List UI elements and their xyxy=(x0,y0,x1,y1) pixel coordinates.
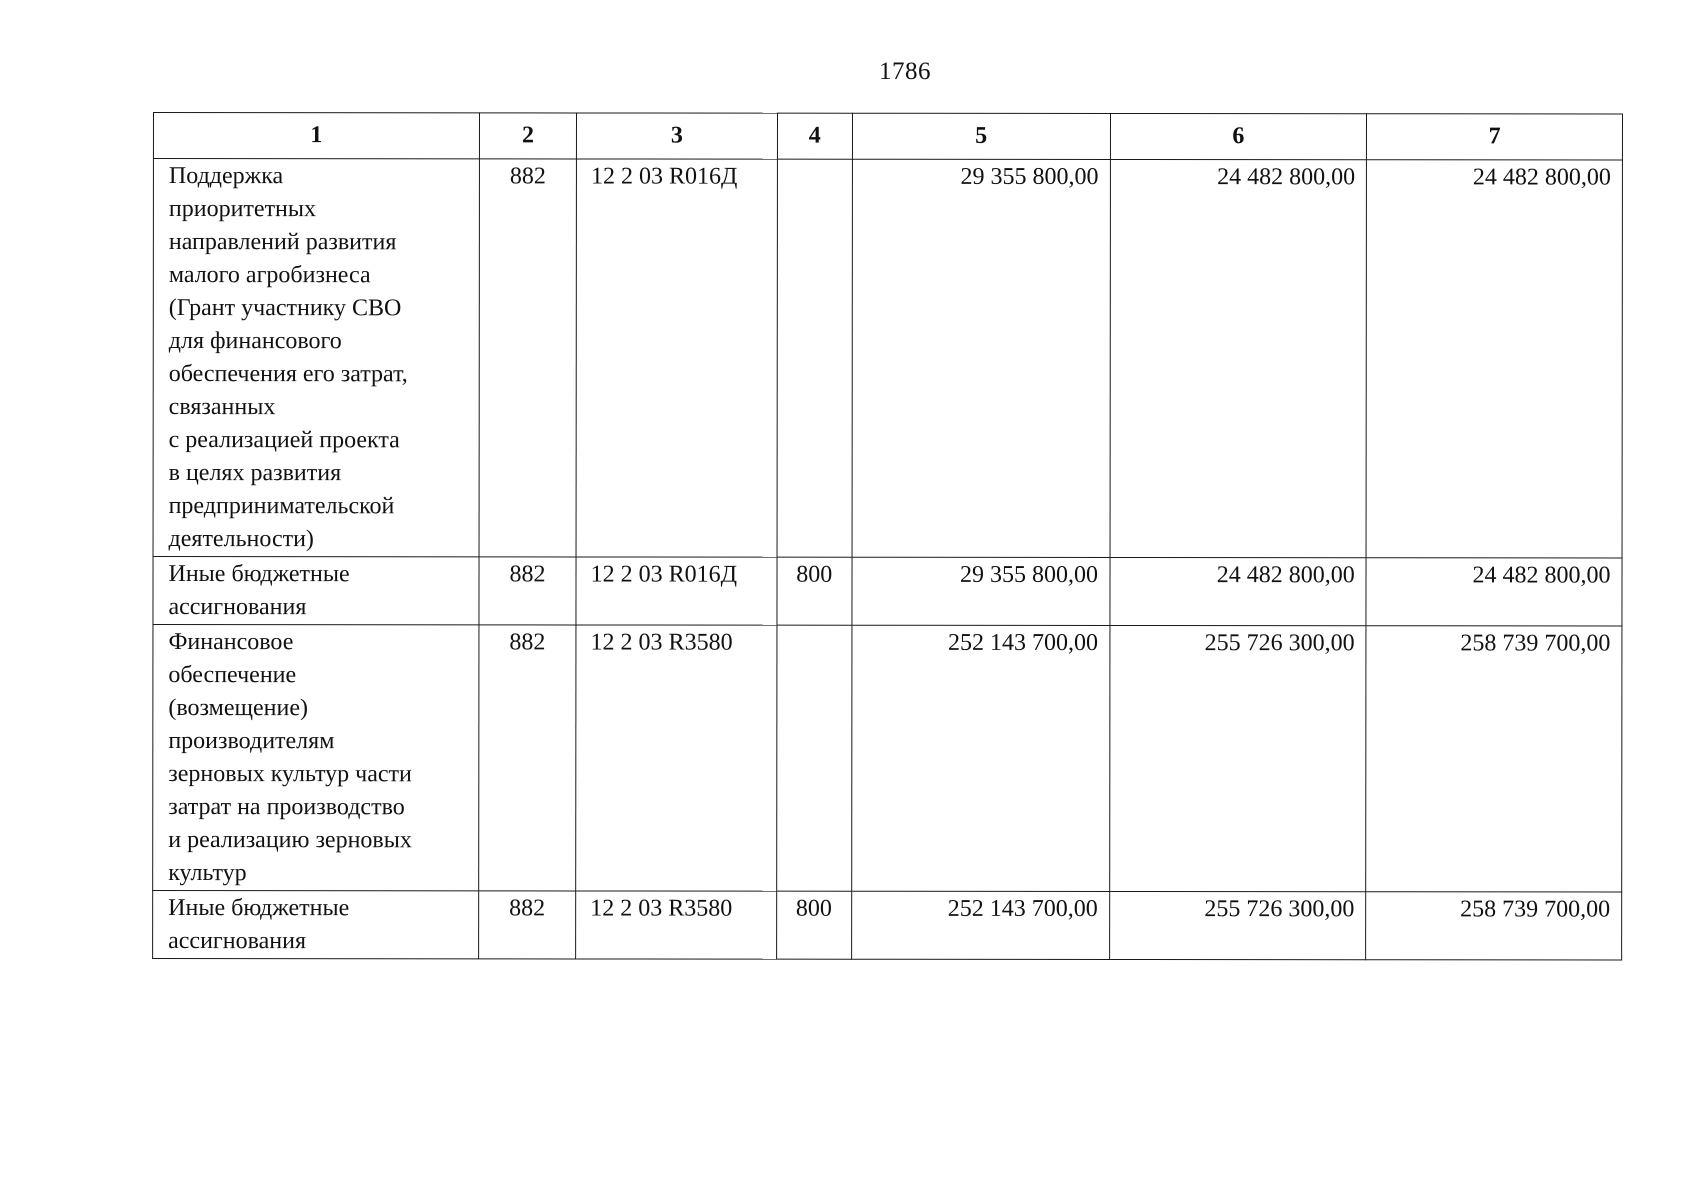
target-code-cell: 12 2 03 R016Д xyxy=(576,159,777,557)
expense-type-cell: 800 xyxy=(776,891,851,959)
target-code-cell: 12 2 03 R3580 xyxy=(576,625,777,891)
item-name-line: приоритетных xyxy=(168,196,317,223)
column-header: 4 xyxy=(777,113,852,159)
item-name-cell xyxy=(153,891,479,959)
chapter-code-cell: 882 xyxy=(479,625,577,891)
item-name-line: культур xyxy=(168,860,247,887)
column-header: 5 xyxy=(852,113,1110,159)
item-name-cell xyxy=(153,625,479,891)
item-name-line: (возмещение) xyxy=(168,695,308,722)
item-name-line: Финансовое xyxy=(168,629,294,656)
item-name-cell xyxy=(153,159,479,557)
amount-cell-col5: 29 355 800,00 xyxy=(852,159,1110,557)
table-row xyxy=(153,159,1622,559)
item-name-line: с реализацией проекта xyxy=(168,427,400,454)
expense-type-cell xyxy=(776,625,851,891)
chapter-code-cell: 882 xyxy=(479,159,577,557)
chapter-code-cell: 882 xyxy=(479,557,576,625)
amount-cell-col5: 252 143 700,00 xyxy=(852,625,1110,891)
amount-cell-col6: 255 726 300,00 xyxy=(1109,626,1366,892)
item-name-line: направлений развития xyxy=(168,229,397,256)
amount-cell-col6: 24 482 800,00 xyxy=(1110,558,1367,626)
item-name-line: обеспечение xyxy=(168,662,297,689)
table-row xyxy=(153,891,1622,961)
chapter-code-cell: 882 xyxy=(478,891,575,959)
amount-cell-col6: 24 482 800,00 xyxy=(1110,160,1367,558)
budget-table xyxy=(152,112,1623,961)
item-name-line: Иные бюджетные xyxy=(168,895,350,922)
expense-type-cell: 800 xyxy=(777,557,852,625)
column-header: 1 xyxy=(153,113,479,159)
item-name-line: производителям xyxy=(168,728,335,755)
item-name-line: Иные бюджетные xyxy=(168,561,350,588)
item-name-cell xyxy=(153,557,479,625)
table-row xyxy=(153,625,1622,893)
item-name-line: для финансового xyxy=(168,328,342,355)
item-name-line: в целях развития xyxy=(168,460,342,487)
amount-cell-col7: 258 739 700,00 xyxy=(1366,892,1622,960)
item-name-line: малого агробизнеса xyxy=(168,262,371,289)
column-header: 3 xyxy=(577,113,778,159)
item-name-line: деятельности) xyxy=(168,526,314,553)
item-name-line: предпринимательской xyxy=(168,493,395,520)
amount-cell-col7: 24 482 800,00 xyxy=(1366,160,1622,558)
amount-cell-col7: 24 482 800,00 xyxy=(1366,558,1622,626)
table-row xyxy=(153,557,1622,627)
item-name-line: ассигнования xyxy=(168,928,307,955)
item-name-line: (Грант участнику СВО xyxy=(168,295,402,322)
amount-cell-col5: 252 143 700,00 xyxy=(851,891,1109,959)
item-name-line: обеспечения его затрат, xyxy=(168,361,408,388)
amount-cell-col6: 255 726 300,00 xyxy=(1109,892,1366,960)
header-row xyxy=(153,113,1622,161)
expense-type-cell xyxy=(777,159,853,557)
item-name-line: связанных xyxy=(168,394,276,421)
column-header: 6 xyxy=(1110,114,1367,160)
target-code-cell: 12 2 03 R3580 xyxy=(576,891,777,959)
amount-cell-col5: 29 355 800,00 xyxy=(852,557,1110,625)
column-header: 2 xyxy=(479,113,576,159)
target-code-cell: 12 2 03 R016Д xyxy=(576,557,777,625)
item-name-line: затрат на производство xyxy=(168,794,405,821)
item-name-line: ассигнования xyxy=(168,594,307,621)
page-number: 1786 xyxy=(879,58,931,85)
amount-cell-col7: 258 739 700,00 xyxy=(1366,626,1622,892)
column-header: 7 xyxy=(1367,114,1623,160)
item-name-line: и реализацию зерновых xyxy=(168,827,412,854)
item-name-line: Поддержка xyxy=(168,163,284,190)
item-name-line: зерновых культур части xyxy=(168,761,412,788)
